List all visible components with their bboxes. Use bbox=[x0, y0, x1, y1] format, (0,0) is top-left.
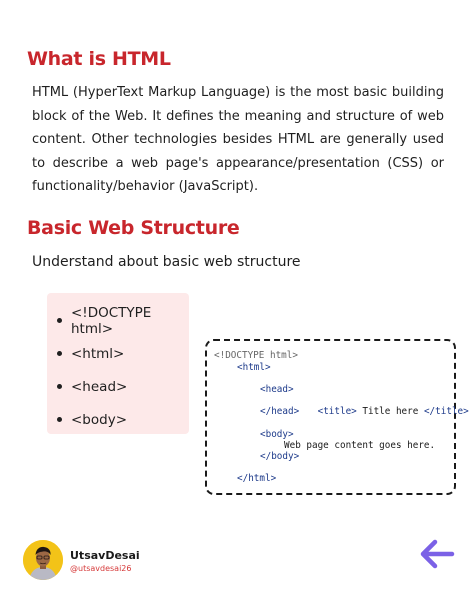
author-name: UtsavDesai bbox=[70, 549, 140, 562]
bullet-icon bbox=[57, 318, 62, 323]
list-item bbox=[57, 337, 189, 370]
heading-basic-web-structure: Basic Web Structure bbox=[27, 217, 240, 239]
structure-subtitle: Understand about basic web structure bbox=[32, 254, 301, 270]
code-title-open: <title> bbox=[317, 406, 357, 417]
code-body-text: Web page content goes here. bbox=[284, 440, 436, 451]
author-handle: @utsavdesai26 bbox=[70, 564, 132, 573]
heading-what-is-html: What is HTML bbox=[27, 48, 171, 70]
arrow-left-icon[interactable] bbox=[418, 537, 456, 571]
list-item bbox=[57, 370, 189, 403]
code-doctype: <!DOCTYPE html> bbox=[214, 350, 298, 361]
tag-list-card bbox=[47, 293, 189, 434]
list-item bbox=[57, 403, 189, 436]
list-item-label: <body> bbox=[71, 411, 128, 428]
bullet-icon bbox=[57, 417, 62, 422]
code-body-close: </body> bbox=[260, 451, 300, 462]
code-html-open: <html> bbox=[237, 362, 271, 373]
html-description: HTML (HyperText Markup Language) is the most basic building block of the Web. It defines the meaning and structure of web content. Other technologies besides HTML are generally used to describe a web page's appearance/presentation (CSS) or functionality/behavior (JavaScript). bbox=[32, 85, 444, 194]
list-item bbox=[57, 304, 189, 337]
avatar-image bbox=[23, 540, 63, 580]
code-title-close: </title> bbox=[423, 406, 469, 417]
code-snippet-box bbox=[205, 339, 469, 495]
code-head-open: <head> bbox=[260, 384, 294, 395]
arrow-left-icon bbox=[418, 537, 456, 571]
list-item-label: <head> bbox=[71, 378, 128, 395]
code-title-line bbox=[284, 395, 469, 428]
avatar bbox=[23, 540, 63, 580]
bullet-icon bbox=[57, 384, 62, 389]
code-head-close: </head> bbox=[260, 406, 300, 417]
list-item-label: <html> bbox=[71, 345, 125, 362]
code-html-close: </html> bbox=[237, 473, 277, 484]
tag-list bbox=[47, 293, 189, 436]
list-item-label: <!DOCTYPE html> bbox=[71, 304, 152, 337]
code-body-open: <body> bbox=[260, 429, 294, 440]
code-title-text: Title here bbox=[356, 406, 424, 417]
bullet-icon bbox=[57, 351, 62, 356]
